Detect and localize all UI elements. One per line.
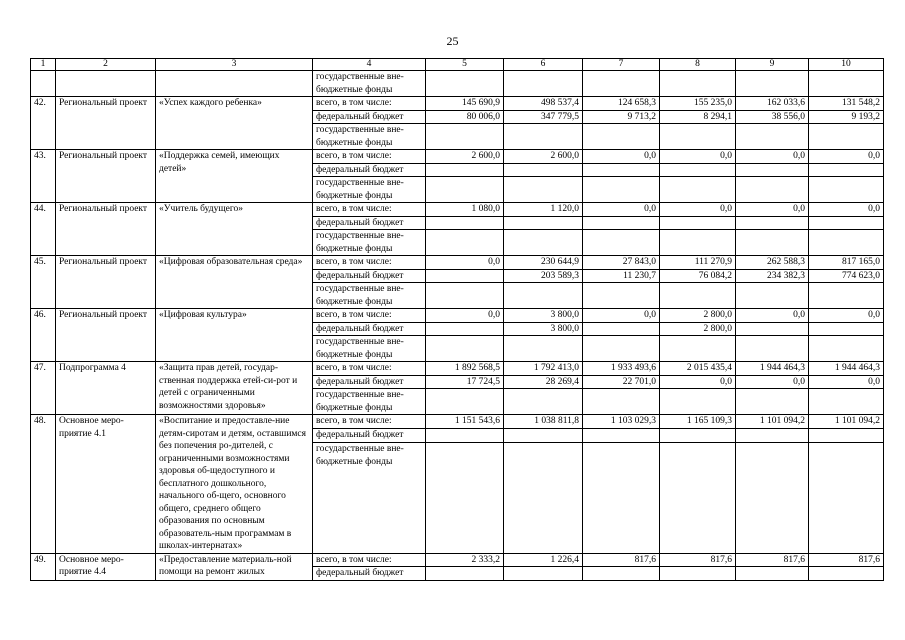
row-name: «Воспитание и предоставле-ние детям-сиротам и детям, оставшимся без попечения ро-дителей, с ограниченными возможностями здоровья об-щедоступного и бесплатного дошкольного, начального об-щего, основного общего, среднего общего образования по основным образователь-ным программам в школах-интернатах» (156, 415, 313, 554)
column-header: 5 (426, 59, 504, 71)
value-cell: 498 537,4 (504, 97, 583, 111)
row-type: Основное меро-приятие 4.1 (56, 415, 156, 554)
value-cell: 80 006,0 (426, 110, 504, 124)
value-cell: 203 589,3 (504, 269, 583, 283)
row-name: «Успех каждого ребенка» (156, 97, 313, 150)
row-number: 49. (31, 553, 56, 580)
table-row (31, 362, 884, 376)
table-row (31, 553, 884, 567)
value-cell: 2 015 435,4 (660, 362, 736, 376)
value-cell (583, 322, 660, 336)
value-cell: 1 944 464,3 (736, 362, 809, 376)
table-row (31, 71, 884, 97)
value-cell: 0,0 (583, 203, 660, 217)
value-cell: 76 084,2 (660, 269, 736, 283)
value-cell: 774 623,0 (809, 269, 884, 283)
value-cell: 0,0 (736, 150, 809, 164)
value-cell: 2 800,0 (660, 322, 736, 336)
value-cell: 11 230,7 (583, 269, 660, 283)
value-cell: 1 792 413,0 (504, 362, 583, 376)
value-cell: 1 101 094,2 (736, 415, 809, 429)
funding-source: всего, в том числе: (313, 309, 426, 323)
value-cell: 0,0 (809, 309, 884, 323)
row-name: «Учитель будущего» (156, 203, 313, 256)
table-row (31, 415, 884, 429)
funding-source: федеральный бюджет (313, 322, 426, 336)
value-cell: 0,0 (736, 309, 809, 323)
column-header: 4 (313, 59, 426, 71)
column-header: 7 (583, 59, 660, 71)
value-cell: 817,6 (809, 553, 884, 567)
funding-source: федеральный бюджет (313, 429, 426, 443)
table-row (31, 97, 884, 111)
value-cell: 0,0 (809, 150, 884, 164)
value-cell: 9 193,2 (809, 110, 884, 124)
value-cell: 28 269,4 (504, 375, 583, 389)
value-cell: 1 038 811,8 (504, 415, 583, 429)
page-number: 25 (446, 34, 459, 48)
row-type: Региональный проект (56, 256, 156, 309)
funding-source: государственные вне-бюджетные фонды (313, 336, 426, 362)
column-header: 6 (504, 59, 583, 71)
value-cell: 1 226,4 (504, 553, 583, 567)
value-cell (809, 322, 884, 336)
funding-source: федеральный бюджет (313, 163, 426, 177)
value-cell: 22 701,0 (583, 375, 660, 389)
value-cell (426, 322, 504, 336)
value-cell: 0,0 (809, 375, 884, 389)
row-number: 47. (31, 362, 56, 415)
row-name: «Цифровая культура» (156, 309, 313, 362)
row-type: Региональный проект (56, 309, 156, 362)
funding-source: всего, в том числе: (313, 362, 426, 376)
value-cell: 0,0 (426, 256, 504, 270)
row-name: «Цифровая образовательная среда» (156, 256, 313, 309)
funding-source: всего, в том числе: (313, 97, 426, 111)
table-row (31, 150, 884, 164)
row-name: «Защита прав детей, государ-ственная поддержка етей-си-рот и детей с ограниченными возможностями здоровья» (156, 362, 313, 415)
row-type: Региональный проект (56, 203, 156, 256)
header-row (31, 59, 884, 71)
value-cell: 230 644,9 (504, 256, 583, 270)
value-cell (426, 269, 504, 283)
value-cell: 817,6 (660, 553, 736, 567)
funding-source: государственные вне-бюджетные фонды (313, 283, 426, 309)
value-cell: 9 713,2 (583, 110, 660, 124)
value-cell: 2 333,2 (426, 553, 504, 567)
value-cell: 17 724,5 (426, 375, 504, 389)
value-cell: 0,0 (809, 203, 884, 217)
value-cell: 0,0 (426, 309, 504, 323)
value-cell: 111 270,9 (660, 256, 736, 270)
funding-source: федеральный бюджет (313, 216, 426, 230)
value-cell: 0,0 (660, 203, 736, 217)
funding-source: государственные вне-бюджетные фонды (313, 177, 426, 203)
value-cell: 0,0 (583, 150, 660, 164)
value-cell: 0,0 (660, 150, 736, 164)
column-header: 3 (156, 59, 313, 71)
value-cell: 2 800,0 (660, 309, 736, 323)
value-cell: 1 080,0 (426, 203, 504, 217)
column-header: 8 (660, 59, 736, 71)
row-number: 46. (31, 309, 56, 362)
value-cell: 817,6 (736, 553, 809, 567)
column-header: 10 (809, 59, 884, 71)
value-cell: 3 800,0 (504, 309, 583, 323)
row-number: 45. (31, 256, 56, 309)
value-cell: 1 892 568,5 (426, 362, 504, 376)
row-name: «Предоставление материаль-ной помощи на ремонт жилых (156, 553, 313, 580)
value-cell: 0,0 (583, 309, 660, 323)
value-cell: 1 103 029,3 (583, 415, 660, 429)
value-cell: 1 933 493,6 (583, 362, 660, 376)
value-cell: 1 151 543,6 (426, 415, 504, 429)
column-header: 9 (736, 59, 809, 71)
value-cell: 817,6 (583, 553, 660, 567)
funding-source: государственные вне-бюджетные фонды (313, 443, 426, 553)
table-row (31, 256, 884, 270)
value-cell: 262 588,3 (736, 256, 809, 270)
table-row (31, 309, 884, 323)
value-cell: 131 548,2 (809, 97, 884, 111)
value-cell (736, 322, 809, 336)
row-type: Региональный проект (56, 150, 156, 203)
funding-source: всего, в том числе: (313, 256, 426, 270)
funding-source: государственные вне-бюджетные фонды (313, 389, 426, 415)
value-cell: 8 294,1 (660, 110, 736, 124)
row-type: Подпрограмма 4 (56, 362, 156, 415)
funding-source: государственные вне-бюджетные фонды (313, 124, 426, 150)
funding-source: всего, в том числе: (313, 415, 426, 429)
value-cell: 0,0 (736, 375, 809, 389)
value-cell: 3 800,0 (504, 322, 583, 336)
budget-table (30, 58, 884, 581)
value-cell: 1 120,0 (504, 203, 583, 217)
value-cell: 2 600,0 (426, 150, 504, 164)
value-cell: 817 165,0 (809, 256, 884, 270)
value-cell: 347 779,5 (504, 110, 583, 124)
funding-source: федеральный бюджет (313, 567, 426, 581)
funding-source: федеральный бюджет (313, 269, 426, 283)
value-cell: 234 382,3 (736, 269, 809, 283)
row-type: Основное меро-приятие 4.4 (56, 553, 156, 580)
funding-source: федеральный бюджет (313, 375, 426, 389)
row-number: 43. (31, 150, 56, 203)
funding-source: федеральный бюджет (313, 110, 426, 124)
value-cell: 27 843,0 (583, 256, 660, 270)
value-cell: 155 235,0 (660, 97, 736, 111)
value-cell: 2 600,0 (504, 150, 583, 164)
row-number: 44. (31, 203, 56, 256)
funding-source: всего, в том числе: (313, 553, 426, 567)
table-row (31, 203, 884, 217)
funding-source: всего, в том числе: (313, 150, 426, 164)
column-header: 2 (56, 59, 156, 71)
row-number: 42. (31, 97, 56, 150)
value-cell: 124 658,3 (583, 97, 660, 111)
value-cell: 38 556,0 (736, 110, 809, 124)
value-cell: 1 165 109,3 (660, 415, 736, 429)
row-number: 48. (31, 415, 56, 554)
funding-source: всего, в том числе: (313, 203, 426, 217)
row-name: «Поддержка семей, имеющих детей» (156, 150, 313, 203)
value-cell: 0,0 (660, 375, 736, 389)
row-type: Региональный проект (56, 97, 156, 150)
column-header: 1 (31, 59, 56, 71)
value-cell: 1 944 464,3 (809, 362, 884, 376)
funding-source: государственные вне-бюджетные фонды (313, 71, 426, 97)
funding-source: государственные вне-бюджетные фонды (313, 230, 426, 256)
value-cell: 145 690,9 (426, 97, 504, 111)
value-cell: 162 033,6 (736, 97, 809, 111)
value-cell: 0,0 (736, 203, 809, 217)
value-cell: 1 101 094,2 (809, 415, 884, 429)
